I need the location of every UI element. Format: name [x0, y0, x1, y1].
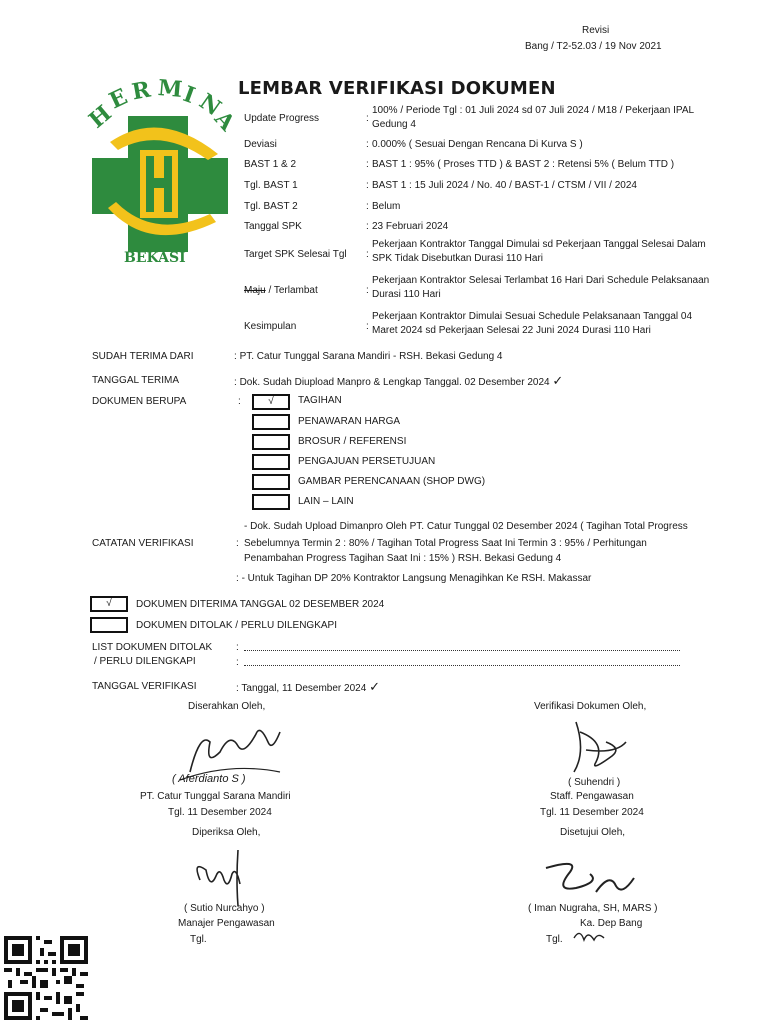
- info-row: [244, 158, 714, 178]
- hermina-cross-icon: [90, 114, 230, 254]
- checkbox-lain[interactable]: [252, 494, 290, 510]
- colon: :: [236, 642, 239, 653]
- catatan-line-1: - Dok. Sudah Upload Dimanpro Oleh PT. Catur Tunggal 02 Desember 2024 ( Tagihan Total Progress: [244, 521, 688, 532]
- initial-mark: [572, 926, 612, 946]
- check-icon: ✓: [369, 679, 380, 694]
- check-icon: ✓: [552, 373, 564, 388]
- sig-right-bottom-name: ( Iman Nugraha, SH, MARS ): [528, 903, 658, 914]
- tgl-verifikasi-label: TANGGAL VERIFIKASI: [92, 681, 197, 692]
- logo-subtitle: BEKASI: [124, 250, 186, 266]
- colon: :: [366, 321, 369, 332]
- colon: :: [366, 249, 369, 260]
- colon: :: [366, 113, 369, 124]
- sig-left-top-date: Tgl. 11 Desember 2024: [168, 807, 272, 818]
- info-label: Tanggal SPK: [244, 221, 302, 232]
- info-value: Belum: [372, 201, 401, 212]
- list-perlu-label: / PERLU DILENGKAPI: [94, 656, 196, 667]
- info-value: 0.000% ( Sesuai Dengan Rencana Di Kurva S ): [372, 139, 583, 150]
- sig-left-bottom-name: ( Sutio Nurcahyo ): [184, 903, 265, 914]
- info-label: Update Progress: [244, 113, 320, 124]
- catatan-line-3: Penambahan Progress Tagihan Saat Ini : 15% ) RSH. Bekasi Gedung 4: [244, 553, 562, 564]
- info-label: [244, 284, 318, 298]
- doc-label: PENGAJUAN PERSETUJUAN: [298, 456, 436, 467]
- info-label: BAST 1 & 2: [244, 159, 297, 170]
- colon: :: [236, 657, 239, 668]
- sig-left-bottom-caption: Diperiksa Oleh,: [192, 827, 261, 838]
- checkbox-tagihan[interactable]: √: [252, 394, 290, 410]
- sig-right-top-org: Staff. Pengawasan: [550, 791, 634, 802]
- sudah-terima-text: PT. Catur Tunggal Sarana Mandiri - RSH. Bekasi Gedung 4: [239, 351, 503, 362]
- catatan-line-4-text: - Untuk Tagihan DP 20% Kontraktor Langsung Menagihkan Ke RSH. Makassar: [241, 573, 592, 584]
- tanggal-terima-text: Dok. Sudah Diupload Manpro & Lengkap Tanggal. 02 Desember 2024: [239, 377, 550, 388]
- sig-left-bottom-date: Tgl.: [190, 934, 207, 945]
- info-value: Pekerjaan Kontraktor Selesai Terlambat 16 Hari Dari Schedule Pelaksanaan Durasi 110 Hari: [372, 275, 710, 300]
- colon: :: [236, 538, 239, 549]
- info-row: [244, 238, 714, 272]
- sig-right-bottom-org: Ka. Dep Bang: [580, 918, 643, 929]
- diterima-label: DOKUMEN DITERIMA TANGGAL 02 DESEMBER 2024: [136, 599, 385, 610]
- tanggal-terima-value: : Dok. Sudah Diupload Manpro & Lengkap Tanggal. 02 Desember 2024 ✓: [234, 373, 564, 388]
- sig-left-bottom-org: Manajer Pengawasan: [178, 918, 275, 929]
- qr-code-icon: [4, 936, 88, 1020]
- signature-left-bottom: [186, 840, 266, 910]
- dokumen-berupa-label: DOKUMEN BERUPA: [92, 396, 187, 407]
- tgl-verifikasi-value: : Tanggal, 11 Desember 2024 ✓: [236, 679, 380, 694]
- info-label: Kesimpulan: [244, 321, 297, 332]
- sig-left-top-name: ( Aferdianto S ): [172, 773, 246, 785]
- colon: :: [366, 201, 369, 212]
- sig-right-bottom-caption: Disetujui Oleh,: [560, 827, 626, 838]
- ditolak-label: DOKUMEN DITOLAK / PERLU DILENGKAPI: [136, 620, 337, 631]
- colon: :: [366, 159, 369, 170]
- signature-right-bottom: [540, 852, 640, 907]
- checkbox-pengajuan[interactable]: [252, 454, 290, 470]
- catatan-line-2: Sebelumnya Termin 2 : 80% / Tagihan Total Progress Saat Ini Termin 3 : 95% / Perhitungan: [244, 538, 647, 549]
- info-row: [244, 274, 714, 308]
- info-value: 23 Februari 2024: [372, 221, 449, 232]
- info-value: BAST 1 : 95% ( Proses TTD ) & BAST 2 : Retensi 5% ( Belum TTD ): [372, 159, 675, 170]
- label-rest: / Terlambat: [265, 285, 318, 296]
- revision-value: Bang / T2-52.03 / 19 Nov 2021: [525, 41, 662, 52]
- info-label: Tgl. BAST 2: [244, 201, 298, 212]
- hermina-logo: H E R M I N A BEKASI: [84, 74, 240, 266]
- sig-left-top-caption: Diserahkan Oleh,: [188, 701, 266, 712]
- checkbox-penawaran[interactable]: [252, 414, 290, 430]
- colon: :: [366, 285, 369, 296]
- colon: :: [238, 396, 241, 407]
- checkbox-ditolak[interactable]: [90, 617, 128, 633]
- colon: :: [366, 221, 369, 232]
- signature-right-top: [556, 712, 636, 782]
- info-label: Tgl. BAST 1: [244, 180, 298, 191]
- info-row: [244, 138, 714, 158]
- info-value: 100% / Periode Tgl : 01 Juli 2024 sd 07 Juli 2024 / M18 / Pekerjaan IPAL Gedung 4: [372, 105, 694, 130]
- colon: :: [366, 180, 369, 191]
- info-value: Pekerjaan Kontraktor Tanggal Dimulai sd Pekerjaan Tanggal Selesai Dalam SPK Tidak Disebutkan Durasi 110 Hari: [372, 239, 706, 264]
- catatan-label: CATATAN VERIFIKASI: [92, 538, 194, 549]
- list-field-line-1[interactable]: [244, 650, 680, 651]
- checkbox-diterima[interactable]: √: [90, 596, 128, 612]
- document-title: LEMBAR VERIFIKASI DOKUMEN: [238, 78, 556, 99]
- sig-right-top-date: Tgl. 11 Desember 2024: [540, 807, 644, 818]
- list-ditolak-label: LIST DOKUMEN DITOLAK: [92, 642, 213, 653]
- info-row: [244, 179, 714, 199]
- info-value: Pekerjaan Kontraktor Dimulai Sesuai Schedule Pelaksanaan Tanggal 04 Maret 2024 sd Pekerjaan Selesai 22 Juni 2024 Durasi 110 Hari: [372, 311, 693, 336]
- info-value: BAST 1 : 15 Juli 2024 / No. 40 / BAST-1 / CTSM / VII / 2024: [372, 180, 637, 191]
- colon: :: [366, 139, 369, 150]
- list-field-line-2[interactable]: [244, 665, 680, 666]
- revision-label: Revisi: [582, 25, 610, 36]
- info-row: [244, 310, 714, 344]
- checkbox-brosur[interactable]: [252, 434, 290, 450]
- doc-label: BROSUR / REFERENSI: [298, 436, 407, 447]
- sig-right-top-name: ( Suhendri ): [568, 777, 621, 788]
- document-checklist: [252, 394, 552, 514]
- info-row: [244, 220, 714, 240]
- tgl-verifikasi-text: Tanggal, 11 Desember 2024: [241, 683, 367, 694]
- doc-label: LAIN – LAIN: [298, 496, 354, 507]
- sig-left-top-org: PT. Catur Tunggal Sarana Mandiri: [140, 791, 291, 802]
- sudah-terima-label: SUDAH TERIMA DARI: [92, 351, 194, 362]
- info-label: Target SPK Selesai Tgl: [244, 249, 347, 260]
- sig-right-bottom-date: Tgl.: [546, 934, 563, 945]
- doc-label: PENAWARAN HARGA: [298, 416, 401, 427]
- checkbox-gambar[interactable]: [252, 474, 290, 490]
- tanggal-terima-label: TANGGAL TERIMA: [92, 375, 180, 386]
- sudah-terima-value: : PT. Catur Tunggal Sarana Mandiri - RSH. Bekasi Gedung 4: [234, 351, 503, 362]
- info-row: [244, 104, 714, 138]
- info-label: Deviasi: [244, 139, 277, 150]
- doc-label: TAGIHAN: [298, 395, 342, 406]
- sig-right-top-caption: Verifikasi Dokumen Oleh,: [534, 701, 647, 712]
- struck-label: Maju: [244, 285, 266, 296]
- catatan-line-4: : - Untuk Tagihan DP 20% Kontraktor Langsung Menagihkan Ke RSH. Makassar: [236, 573, 592, 584]
- info-row: [244, 200, 714, 220]
- doc-label: GAMBAR PERENCANAAN (SHOP DWG): [298, 476, 486, 487]
